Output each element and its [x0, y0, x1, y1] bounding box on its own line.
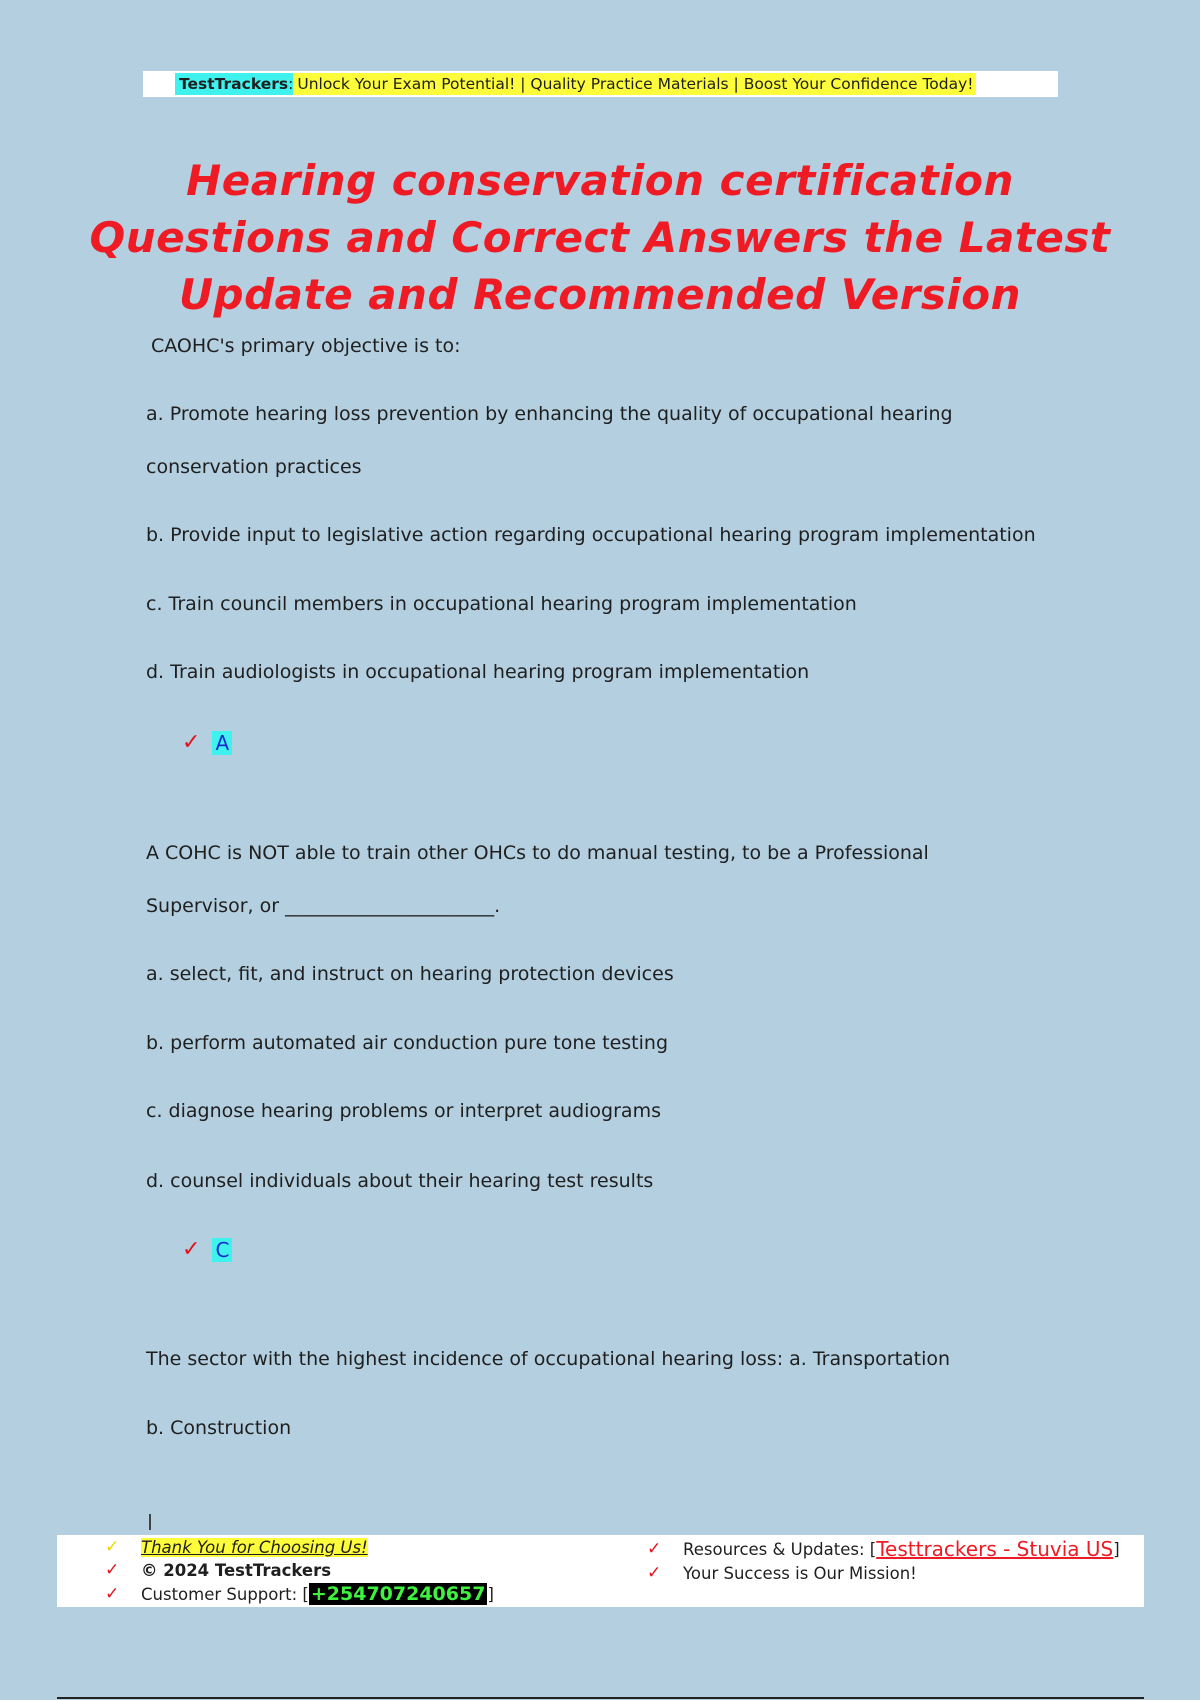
footer-resources-label: Resources & Updates: [	[683, 1539, 877, 1559]
question-1-option-a: a. Promote hearing loss prevention by enhancing the quality of occupational hearing	[146, 403, 953, 425]
bottom-divider	[57, 1697, 1144, 1699]
footer-support-row	[105, 1583, 494, 1605]
checkmark-icon: ✓	[105, 1560, 120, 1580]
text-cursor	[149, 1514, 151, 1530]
checkmark-icon: ✓	[647, 1539, 662, 1559]
question-2-option-a: a. select, fit, and instruct on hearing protection devices	[146, 963, 674, 985]
brand-name: TestTrackers	[175, 73, 288, 95]
question-2-option-d: d. counsel individuals about their hearing test results	[146, 1170, 654, 1192]
footer-thanks: Thank You for Choosing Us!	[141, 1537, 368, 1557]
question-1-option-a-cont: conservation practices	[146, 456, 362, 478]
title-line-2: Questions and Correct Answers the Latest	[89, 213, 1111, 262]
footer-copyright-row	[105, 1560, 331, 1580]
question-3-stem: The sector with the highest incidence of occupational hearing loss: a. Transportation	[146, 1348, 951, 1370]
checkmark-icon: ✓	[105, 1537, 120, 1557]
question-1-stem: CAOHC's primary objective is to:	[151, 335, 461, 357]
question-2-answer	[182, 1238, 232, 1262]
checkmark-icon: ✓	[647, 1563, 662, 1583]
checkmark-icon: ✓	[182, 1237, 201, 1262]
title-line-1: Hearing conservation certification	[186, 156, 1014, 205]
document-title	[60, 152, 1140, 323]
answer-letter: A	[212, 731, 232, 755]
question-1-answer	[182, 731, 232, 755]
footer-resources-row	[647, 1537, 1120, 1561]
support-phone-number[interactable]: +254707240657	[310, 1583, 486, 1605]
question-2-stem: A COHC is NOT able to train other OHCs to do manual testing, to be a Professional	[146, 842, 929, 864]
answer-letter: C	[212, 1238, 232, 1262]
checkmark-icon: ✓	[182, 730, 201, 755]
footer-support-label: Customer Support: [	[141, 1584, 309, 1604]
question-2-option-c: c. diagnose hearing problems or interpret audiograms	[146, 1100, 661, 1122]
page-footer	[57, 1535, 1144, 1607]
question-1-option-d: d. Train audiologists in occupational hearing program implementation	[146, 661, 810, 683]
question-3-option-b: b. Construction	[146, 1417, 292, 1439]
resources-link[interactable]: Testtrackers - Stuvia US	[876, 1537, 1114, 1561]
footer-mission-row	[647, 1563, 917, 1583]
question-2-stem-cont: Supervisor, or ______________________.	[146, 895, 501, 917]
question-1-option-b: b. Provide input to legislative action regarding occupational hearing program implementation	[146, 524, 1036, 546]
question-2-option-b: b. perform automated air conduction pure tone testing	[146, 1032, 668, 1054]
header-banner	[143, 71, 1058, 97]
brand-separator: :	[288, 75, 294, 93]
question-1-option-c: c. Train council members in occupational hearing program implementation	[146, 593, 857, 615]
title-line-3: Update and Recommended Version	[178, 270, 1022, 319]
footer-support-close: ]	[487, 1584, 494, 1604]
footer-resources-close: ]	[1113, 1539, 1120, 1559]
footer-mission: Your Success is Our Mission!	[683, 1563, 917, 1583]
footer-thanks-row	[105, 1537, 368, 1557]
footer-copyright: © 2024 TestTrackers	[141, 1560, 332, 1580]
checkmark-icon: ✓	[105, 1584, 120, 1604]
banner-tagline: Unlock Your Exam Potential! | Quality Practice Materials | Boost Your Confidence Today!	[293, 73, 975, 95]
